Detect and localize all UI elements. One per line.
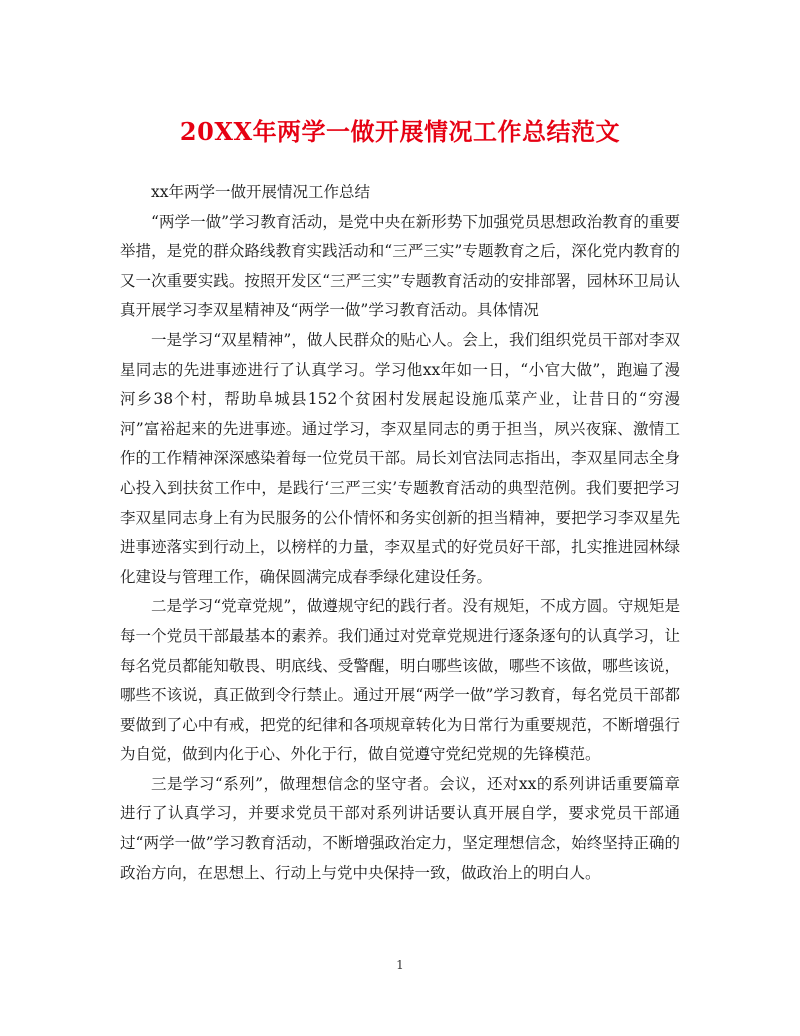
paragraph-intro: “两学一做”学习教育活动，是党中央在新形势下加强党员思想政治教育的重要举措，是党的群众路线教育实践活动和“三严三实”专题教育之后，深化党内教育的又一次重要实践。按照开发区“三严三实”专题教育活动的安排部署，园林环卫局认真开展学习李双星精神及“两学一做”学习教育活动。具体情况: [120, 212, 680, 320]
paragraph-point-one: 一是学习“双星精神”，做人民群众的贴心人。会上，我们组织党员干部对李双星同志的先进事迹进行了认真学习。学习他xx年如一日，“小官大做”，跑遍了漫河乡38个村，帮助阜城县152个贫困村发展起设施瓜菜产业，让昔日的“穷漫河”富裕起来的先进事迹。通过学习，李双星同志的勇于担当，夙兴夜寐、激情工作的工作精神深深感染着每一位党员干部。局长刘官法同志指出，李双星同志全身心投入到扶贫工作中，是践行‘三严三实’专题教育活动的典型范例。我们要把学习李双星同志身上有为民服务的公仆情怀和务实创新的担当精神，要把学习李双星先进事迹落实到行动上，以榜样的力量，李双星式的好党员好干部，扎实推进园林绿化建设与管理工作，确保圆满完成春季绿化建设任务。: [120, 330, 680, 586]
page-number: 1: [396, 958, 404, 972]
document-title: 20XX年两学一做开展情况工作总结范文: [179, 117, 621, 146]
document-body: [120, 178, 680, 888]
paragraph-subtitle: xx年两学一做开展情况工作总结: [151, 183, 370, 201]
paragraph-point-two: 二是学习“党章党规”，做遵规守纪的践行者。没有规矩，不成方圆。守规矩是每一个党员干部最基本的素养。我们通过对党章党规进行逐条逐句的认真学习，让每名党员都能知敬畏、明底线、受警醒，明白哪些该做，哪些不该做，哪些该说，哪些不该说，真正做到令行禁止。通过开展“两学一做”学习教育，每名党员干部都要做到了心中有戒，把党的纪律和各项规章转化为日常行为重要规范，不断增强行为自觉，做到内化于心、外化于行，做自觉遵守党纪党规的先锋模范。: [120, 597, 680, 764]
paragraph-point-three: 三是学习“系列”，做理想信念的坚守者。会议，还对xx的系列讲话重要篇章进行了认真学习，并要求党员干部对系列讲话要认真开展自学，要求党员干部通过“两学一做”学习教育活动，不断增强政治定力，坚定理想信念，始终坚持正确的政治方向，在思想上、行动上与党中央保持一致，做政治上的明白人。: [120, 774, 680, 882]
